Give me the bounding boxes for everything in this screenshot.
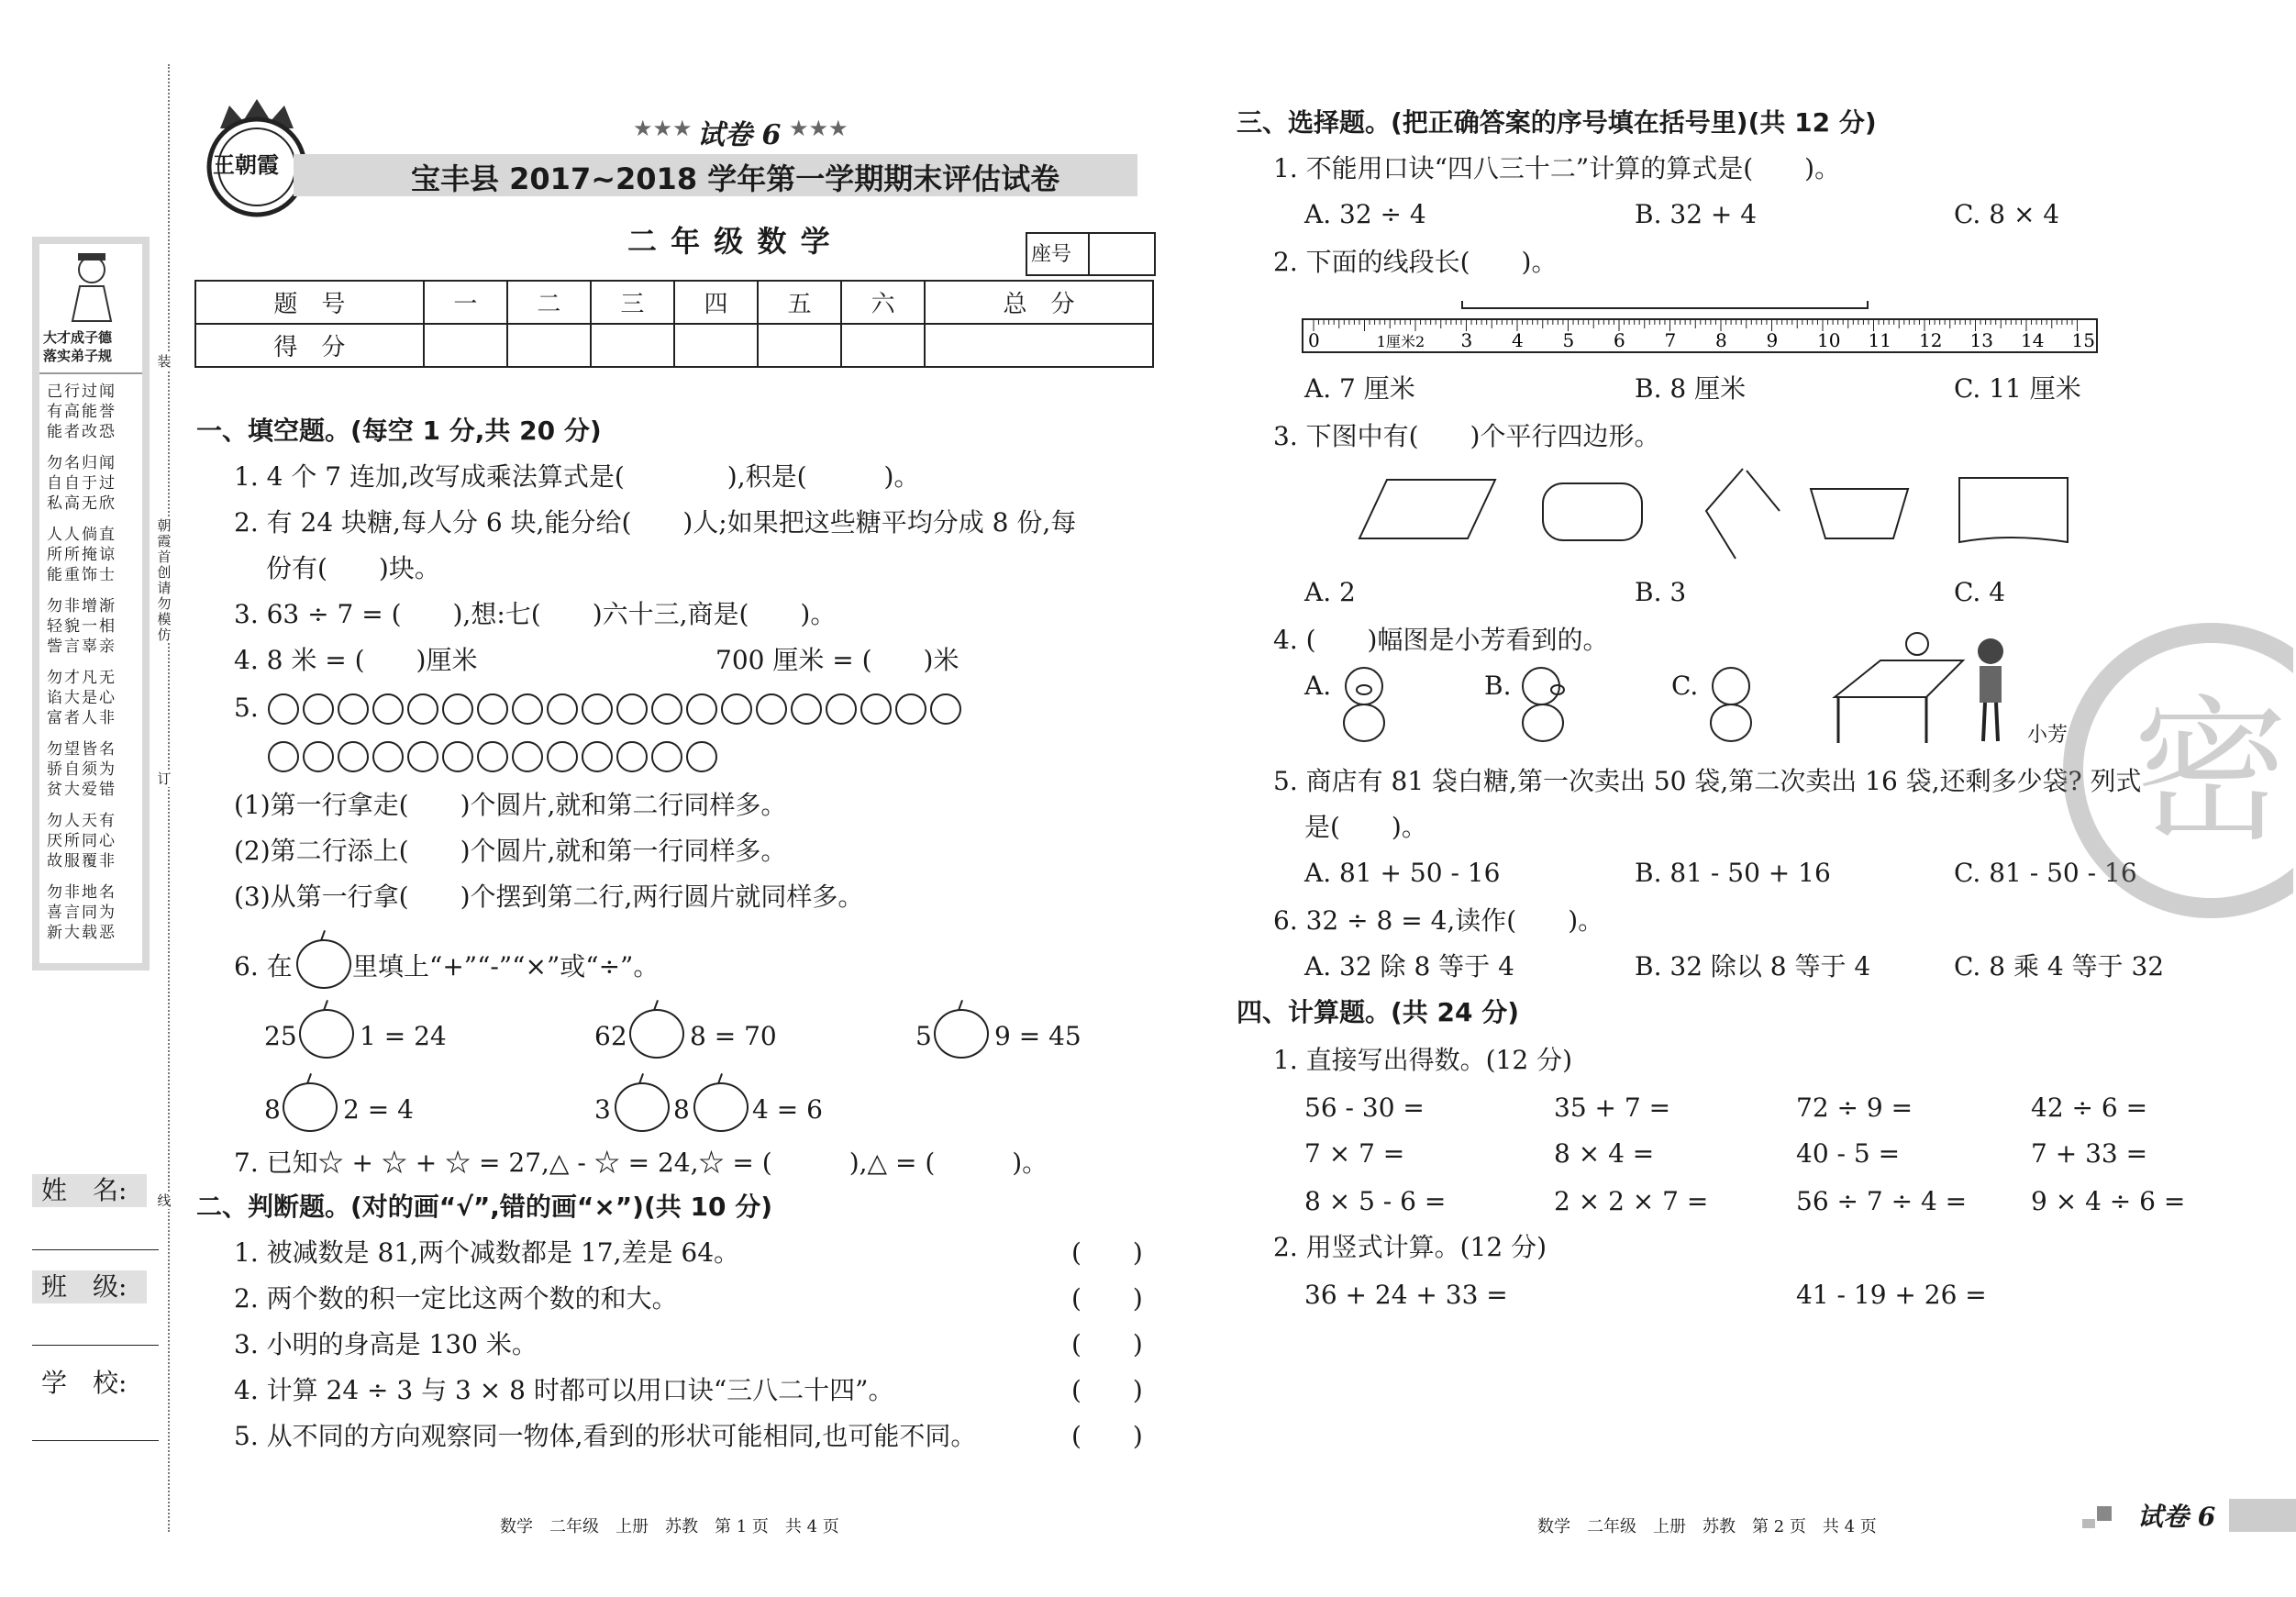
motto-3: 人人倘直 所所掩谅 能重饰士 (47, 526, 116, 584)
s2-item-4: 4. 计算 24 ÷ 3 与 3 × 8 时都可以用口诀“三八二十四”。 (234, 1375, 894, 1405)
circle-piece (686, 741, 717, 772)
s2-bracket-4[interactable]: ( ) (1071, 1375, 1143, 1405)
stamp-text: 密 (2132, 682, 2290, 863)
circle-piece (721, 693, 752, 725)
s3-q2-opt-b[interactable]: B. 8 厘米 (1635, 373, 1747, 404)
score-head-4: 四 (674, 281, 758, 324)
circle-row-1 (268, 693, 965, 725)
circle-piece (547, 741, 578, 772)
ruler-label: 7 (1664, 329, 1677, 351)
scholar-figure-icon (60, 250, 124, 323)
apple-blank-1[interactable] (299, 1009, 354, 1059)
circle-piece (512, 741, 543, 772)
circle-piece (616, 693, 648, 725)
circle-piece (372, 693, 404, 725)
q6-item-2-b: 8 = 70 (690, 1021, 777, 1051)
circle-piece (826, 693, 857, 725)
score-head-1: 一 (424, 281, 507, 324)
strip-top-line-2: 落实弟子规 (43, 348, 113, 364)
score-head-7: 总 分 (925, 281, 1153, 324)
circle-piece (860, 693, 892, 725)
calc-1-3: 7 + 33 = (2031, 1138, 2148, 1169)
school-label: 学 校: (41, 1368, 128, 1398)
series-stars-left: ★★★ (633, 116, 693, 141)
score-head-0: 题 号 (195, 281, 424, 324)
circle-piece (547, 693, 578, 725)
q6-item-3-a: 5 (915, 1021, 932, 1051)
s3-q6-opt-a[interactable]: A. 32 除 8 等于 4 (1304, 951, 1514, 981)
s3-q5a: 5. 商店有 81 袋白糖,第一次卖出 50 袋,第二次卖出 16 袋,还剩多少袋? 列式 (1273, 766, 2142, 796)
circle-piece (303, 693, 334, 725)
circle-row-2 (268, 741, 721, 772)
binding-line (168, 64, 170, 1532)
footer-right: 数学 二年级 上册 苏教 第 2 页 共 4 页 (1537, 1517, 1877, 1536)
ruler-label: 10 (1817, 329, 1841, 351)
score-head-5: 五 (758, 281, 841, 324)
s3-q5-opt-b[interactable]: B. 81 - 50 + 16 (1635, 858, 1831, 888)
circle-piece (442, 741, 473, 772)
circle-piece (268, 741, 299, 772)
curved-quad-shape (1959, 478, 2068, 542)
circle-piece (582, 741, 613, 772)
apple-blank-3[interactable] (934, 1009, 989, 1059)
circle-piece (756, 693, 787, 725)
circle-piece (895, 693, 926, 725)
s1-q5-1: (1)第一行拿走( )个圆片,就和第二行同样多。 (234, 790, 787, 820)
ruler-label: 6 (1614, 329, 1625, 351)
binding-mark-3: 线 (154, 1192, 174, 1209)
motto-strip (32, 237, 150, 970)
exam-title: 宝丰县 2017~2018 学年第一学期期末评估试卷 (411, 161, 1060, 196)
s3-q1-opt-a[interactable]: A. 32 ÷ 4 (1304, 199, 1426, 229)
s2-item-3: 3. 小明的身高是 130 米。 (234, 1329, 538, 1359)
s2-item-5: 5. 从不同的方向观察同一物体,看到的形状可能相同,也可能不同。 (234, 1421, 977, 1451)
seat-label: 座号 (1031, 243, 1072, 266)
s2-item-2: 2. 两个数的积一定比这两个数的和大。 (234, 1283, 678, 1314)
s3-q6: 6. 32 ÷ 8 = 4,读作( )。 (1273, 905, 1604, 936)
score-head-6: 六 (841, 281, 925, 324)
apple-blank-6[interactable] (693, 1082, 749, 1132)
circle-piece (407, 741, 438, 772)
circle-piece (477, 693, 508, 725)
confidential-stamp-icon (2027, 615, 2293, 926)
ruler-label: 1厘米2 (1376, 333, 1425, 350)
section1-heading: 一、填空题。(每空 1 分,共 20 分) (196, 416, 602, 446)
section4-heading: 四、计算题。(共 24 分) (1237, 997, 1520, 1027)
score-cell[interactable] (925, 324, 1153, 367)
pig-back-icon (1699, 662, 1763, 745)
shapes-figure (1358, 463, 2082, 564)
section3-heading: 三、选择题。(把正确答案的序号填在括号里)(共 12 分) (1237, 107, 1877, 138)
s1-q3: 3. 63 ÷ 7 = ( ),想:七( )六十三,商是( )。 (234, 599, 837, 629)
subject-title: 二 年 级 数 学 (627, 224, 832, 259)
angle-shape-1 (1706, 469, 1743, 559)
circle-piece (930, 693, 961, 725)
s3-q5b: 是( )。 (1304, 812, 1427, 842)
s3-q4-opt-b[interactable]: B. (1484, 671, 1512, 701)
s1-q1: 1. 4 个 7 连加,改写成乘法算式是( ),积是( )。 (234, 461, 920, 492)
s2-bracket-5[interactable]: ( ) (1071, 1421, 1143, 1451)
circle-piece (338, 741, 369, 772)
section2-heading: 二、判断题。(对的画“√”,错的画“×”)(共 10 分) (196, 1192, 773, 1222)
circle-piece (477, 741, 508, 772)
q6-item-4-a: 8 (264, 1094, 281, 1125)
strip-top-line-1: 大才成子德 (43, 329, 113, 346)
s1-q2a: 2. 有 24 块糖,每人分 6 块,能分给( )人;如果把这些糖平均分成 8 份,每 (234, 507, 1077, 538)
apple-blank-5[interactable] (615, 1082, 670, 1132)
ruler-label: 15 (2071, 329, 2095, 351)
s1-q5-label: 5. (234, 693, 259, 723)
motto-6: 勿望皆名 骄自须为 贫大爱错 (47, 740, 116, 799)
motto-8: 勿非地名 喜言同为 新大载恶 (47, 883, 116, 942)
segment-line (1462, 301, 1868, 308)
footer-badge: 试卷 6 (2137, 1502, 2216, 1532)
ruler-label: 0 (1308, 329, 1320, 351)
class-label: 班 级: (41, 1271, 128, 1302)
s3-q1-opt-b[interactable]: B. 32 + 4 (1635, 199, 1758, 229)
calc-1-2: 40 - 5 = (1796, 1138, 1901, 1169)
s1-q5-2: (2)第二行添上( )个圆片,就和第一行同样多。 (234, 836, 787, 866)
binding-side-text: 朝霞首创 请勿模仿 (154, 518, 174, 643)
name-label: 姓 名: (41, 1175, 128, 1205)
q6-item-4-b: 2 = 4 (343, 1094, 414, 1125)
pig-side-icon (1514, 662, 1578, 745)
angle-shape-2 (1747, 471, 1780, 511)
s2-item-1: 1. 被减数是 81,两个减数都是 17,差是 64。 (234, 1237, 740, 1268)
circle-piece (407, 693, 438, 725)
s1-q4a: 4. 8 米 = ( )厘米 (234, 645, 478, 675)
girl-label: 小芳 (2027, 724, 2069, 747)
score-cell[interactable] (591, 324, 674, 367)
class-field[interactable] (32, 1345, 159, 1346)
circle-piece (616, 741, 648, 772)
school-field[interactable] (32, 1440, 159, 1441)
calc-0-2: 72 ÷ 9 = (1796, 1092, 1913, 1123)
calc-1-1: 8 × 4 = (1554, 1138, 1655, 1169)
s4-p1: 1. 直接写出得数。(12 分) (1273, 1045, 1572, 1075)
calc-2-2: 56 ÷ 7 ÷ 4 = (1796, 1186, 1968, 1216)
rounded-rect-shape (1543, 483, 1642, 540)
motto-7: 勿人天有 厌所同心 故服覆非 (47, 812, 116, 871)
s1-q2b: 份有( )块。 (266, 553, 440, 583)
score-head-3: 三 (591, 281, 674, 324)
s3-q3: 3. 下图中有( )个平行四边形。 (1273, 421, 1660, 451)
motto-4: 勿非增渐 轻貌一相 訾言辜亲 (47, 597, 116, 656)
binding-mark-1: 装 (154, 353, 174, 370)
calc-0-0: 56 - 30 = (1304, 1092, 1425, 1123)
vert-calc-1: 36 + 24 + 33 = (1304, 1280, 1508, 1310)
series-stars-right: ★★★ (789, 116, 849, 141)
s2-bracket-2[interactable]: ( ) (1071, 1283, 1143, 1314)
circle-piece (651, 741, 682, 772)
motto-2: 勿名归闻 自自于过 私高无欣 (47, 454, 116, 513)
q6-item-1-a: 25 (264, 1021, 297, 1051)
circle-piece (686, 693, 717, 725)
s1-q5-3: (3)从第一行拿( )个摆到第二行,两行圆片就同样多。 (234, 882, 864, 912)
score-cell[interactable] (507, 324, 591, 367)
ruler-label: 5 (1562, 329, 1575, 351)
vert-calc-2: 41 - 19 + 26 = (1796, 1280, 1987, 1310)
calc-1-0: 7 × 7 = (1304, 1138, 1405, 1169)
q6-item-5-c: 4 = 6 (752, 1094, 823, 1125)
name-field[interactable] (32, 1249, 159, 1250)
ruler-label: 4 (1512, 329, 1524, 351)
circle-piece (338, 693, 369, 725)
s3-q3-opt-c[interactable]: C. 4 (1954, 577, 2006, 607)
ruler-label: 3 (1460, 329, 1473, 351)
q6-item-5-a: 3 (594, 1094, 611, 1125)
s3-q4-opt-c[interactable]: C. (1671, 671, 1699, 701)
motto-1: 己行过闻 有高能誉 能者改恐 (47, 383, 116, 441)
ruler-label: 13 (1969, 329, 1993, 351)
ruler (1301, 292, 2099, 358)
score-cell[interactable] (841, 324, 925, 367)
q6-item-3-b: 9 = 45 (994, 1021, 1081, 1051)
circle-piece (512, 693, 543, 725)
calc-0-1: 35 + 7 = (1554, 1092, 1671, 1123)
circle-piece (372, 741, 404, 772)
circle-piece (303, 741, 334, 772)
circle-piece (442, 693, 473, 725)
ruler-label: 9 (1766, 329, 1779, 351)
calc-0-3: 42 ÷ 6 = (2031, 1092, 2148, 1123)
circle-piece (791, 693, 822, 725)
s4-p2: 2. 用竖式计算。(12 分) (1273, 1232, 1547, 1262)
parallelogram-shape (1359, 480, 1495, 538)
apple-blank-4[interactable] (283, 1082, 338, 1132)
ruler-label: 11 (1868, 329, 1891, 351)
q6-item-2-a: 62 (594, 1021, 627, 1051)
s3-q2-opt-c[interactable]: C. 11 厘米 (1954, 373, 2081, 404)
s1-q4b: 700 厘米 = ( )米 (715, 645, 959, 675)
s2-bracket-3[interactable]: ( ) (1071, 1329, 1143, 1359)
q6-item-5-b: 8 (673, 1094, 690, 1125)
score-cell[interactable] (674, 324, 758, 367)
s3-q4-opt-a[interactable]: A. (1304, 671, 1332, 701)
s1-q6-b: 里填上“+”“-”“×”或“÷”。 (352, 951, 660, 981)
score-table (194, 280, 1154, 368)
series-label: 试卷 6 (697, 119, 782, 151)
s3-q2: 2. 下面的线段长( )。 (1273, 247, 1558, 277)
apple-icon (296, 939, 351, 989)
s3-q1: 1. 不能用口诀“四八三十二”计算的算式是( )。 (1273, 153, 1841, 183)
s3-q4: 4. ( )幅图是小芳看到的。 (1273, 625, 1609, 655)
s3-q2-opt-a[interactable]: A. 7 厘米 (1304, 373, 1415, 404)
s3-q5-opt-a[interactable]: A. 81 + 50 - 16 (1304, 858, 1501, 888)
score-cell[interactable] (758, 324, 841, 367)
motto-5: 勿才凡无 谄大是心 富者人非 (47, 669, 116, 727)
calc-2-1: 2 × 2 × 7 = (1554, 1186, 1709, 1216)
s2-bracket-1[interactable]: ( ) (1071, 1237, 1143, 1268)
s3-q5-opt-c[interactable]: C. 81 - 50 - 16 (1954, 858, 2137, 888)
ruler-label: 14 (2021, 329, 2045, 351)
logo-text: 王朝霞 (213, 151, 279, 178)
calc-2-3: 9 × 4 ÷ 6 = (2031, 1186, 2186, 1216)
q6-item-1-b: 1 = 24 (360, 1021, 447, 1051)
s3-q6-opt-b[interactable]: B. 32 除以 8 等于 4 (1635, 951, 1871, 981)
s3-q3-opt-b[interactable]: B. 3 (1635, 577, 1687, 607)
binding-mark-2: 订 (154, 771, 174, 787)
score-cell[interactable] (424, 324, 507, 367)
calc-2-0: 8 × 5 - 6 = (1304, 1186, 1447, 1216)
ruler-label: 12 (1919, 329, 1943, 351)
ruler-label: 8 (1715, 329, 1727, 351)
circle-piece (651, 693, 682, 725)
circle-piece (268, 693, 299, 725)
s3-q6-opt-c[interactable]: C. 8 乘 4 等于 32 (1954, 951, 2165, 981)
apple-blank-2[interactable] (629, 1009, 684, 1059)
s1-q6-a: 6. 在 (234, 951, 293, 981)
s3-q1-opt-c[interactable]: C. 8 × 4 (1954, 199, 2060, 229)
s3-q3-opt-a[interactable]: A. 2 (1304, 577, 1356, 607)
score-head-2: 二 (507, 281, 591, 324)
table-girl-figure (1825, 624, 2027, 752)
pig-front-icon (1332, 662, 1396, 745)
score-row-label: 得 分 (195, 324, 424, 367)
trapezoid-shape (1811, 489, 1908, 538)
circle-piece (582, 693, 613, 725)
s1-q7: 7. 已知☆ + ☆ + ☆ = 27,△ - ☆ = 24,☆ = ( ),△ = ( )。 (234, 1148, 1048, 1178)
footer-left: 数学 二年级 上册 苏教 第 1 页 共 4 页 (500, 1517, 839, 1536)
